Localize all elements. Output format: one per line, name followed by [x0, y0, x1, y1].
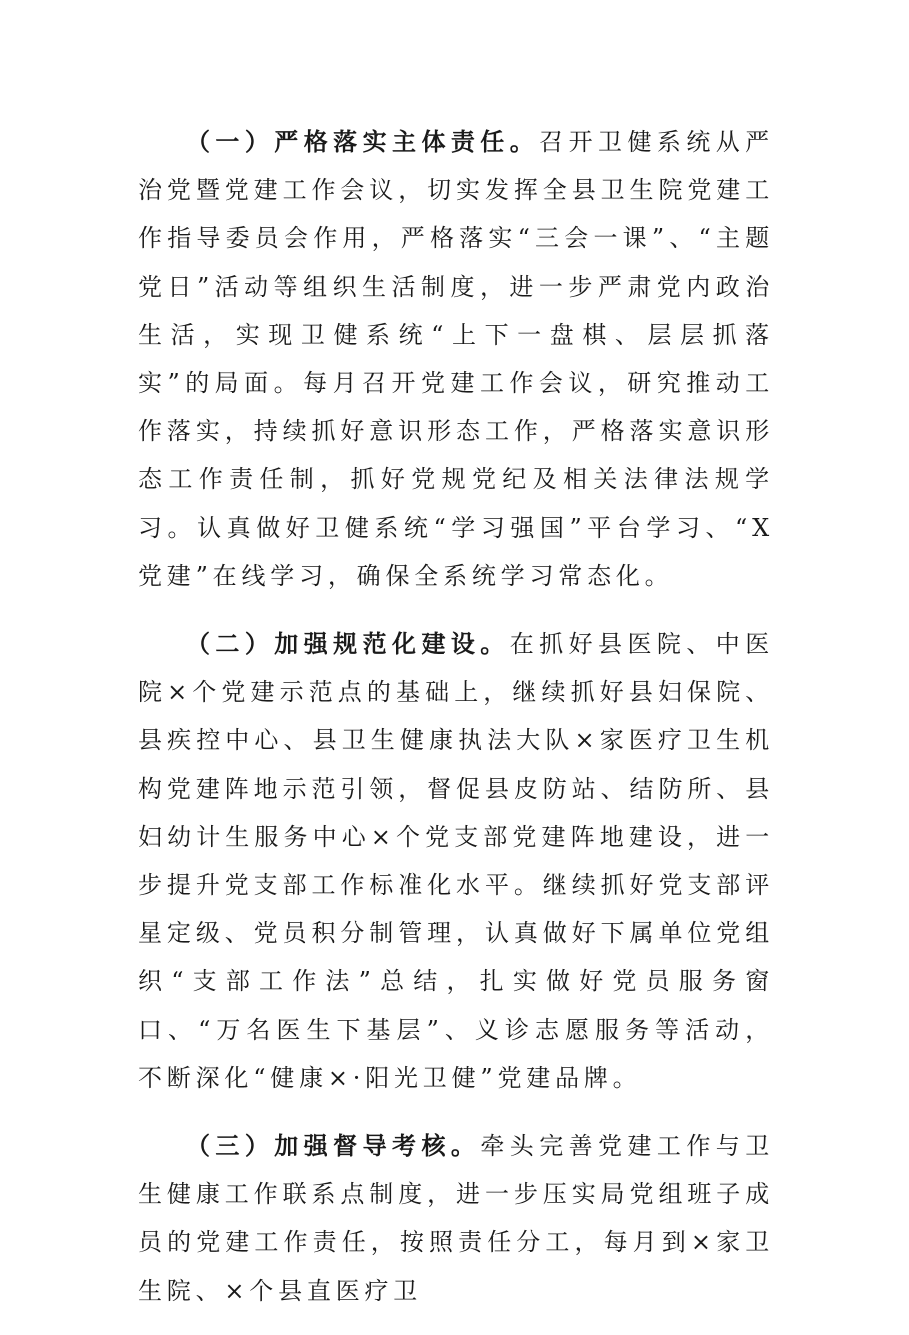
section-body-3: 牵头完善党建工作与卫生健康工作联系点制度，进一步压实局党组班子成员的党建工作责任，按照责任分工，每月到×家卫生院、×个县直医疗卫: [138, 1132, 775, 1305]
section-body-1: 召开卫健系统从严治党暨党建工作会议，切实发挥全县卫生院党建工作指导委员会作用，严格落实“三会一课”、“主题党日”活动等组织生活制度，进一步严肃党内政治生活，实现卫健系统“上下一盘棋、层层抓落实”的局面。每月召开党建工作会议，研究推动工作落实，持续抓好意识形态工作，严格落实意识形态工作责任制，抓好党规党纪及相关法律法规学习。认真做好卫健系统“学习强国”平台学习、“X党建”在线学习，确保全系统学习常态化。: [138, 128, 774, 590]
section-heading-1: （一）严格落实主体责任。: [186, 128, 540, 156]
section-heading-2: （二）加强规范化建设。: [186, 630, 510, 659]
section-heading-3: （三）加强督导考核。: [186, 1132, 481, 1161]
section-body-2: 在抓好县医院、中医院×个党建示范点的基础上，继续抓好县妇保院、县疾控中心、县卫生健康执法大队×家医疗卫生机构党建阵地示范引领，督促县皮防站、结防所、县妇幼计生服务中心×个党支部党建阵地建设，进一步提升党支部工作标准化水平。继续抓好党支部评星定级、党员积分制管理，认真做好下属单位党组织“支部工作法”总结，扎实做好党员服务窗口、“万名医生下基层”、义诊志愿服务等活动，不断深化“健康×·阳光卫健”党建品牌。: [138, 630, 774, 1092]
paragraph-2: [138, 620, 774, 1102]
document-page: [138, 118, 774, 1335]
paragraph-1: [138, 118, 774, 600]
